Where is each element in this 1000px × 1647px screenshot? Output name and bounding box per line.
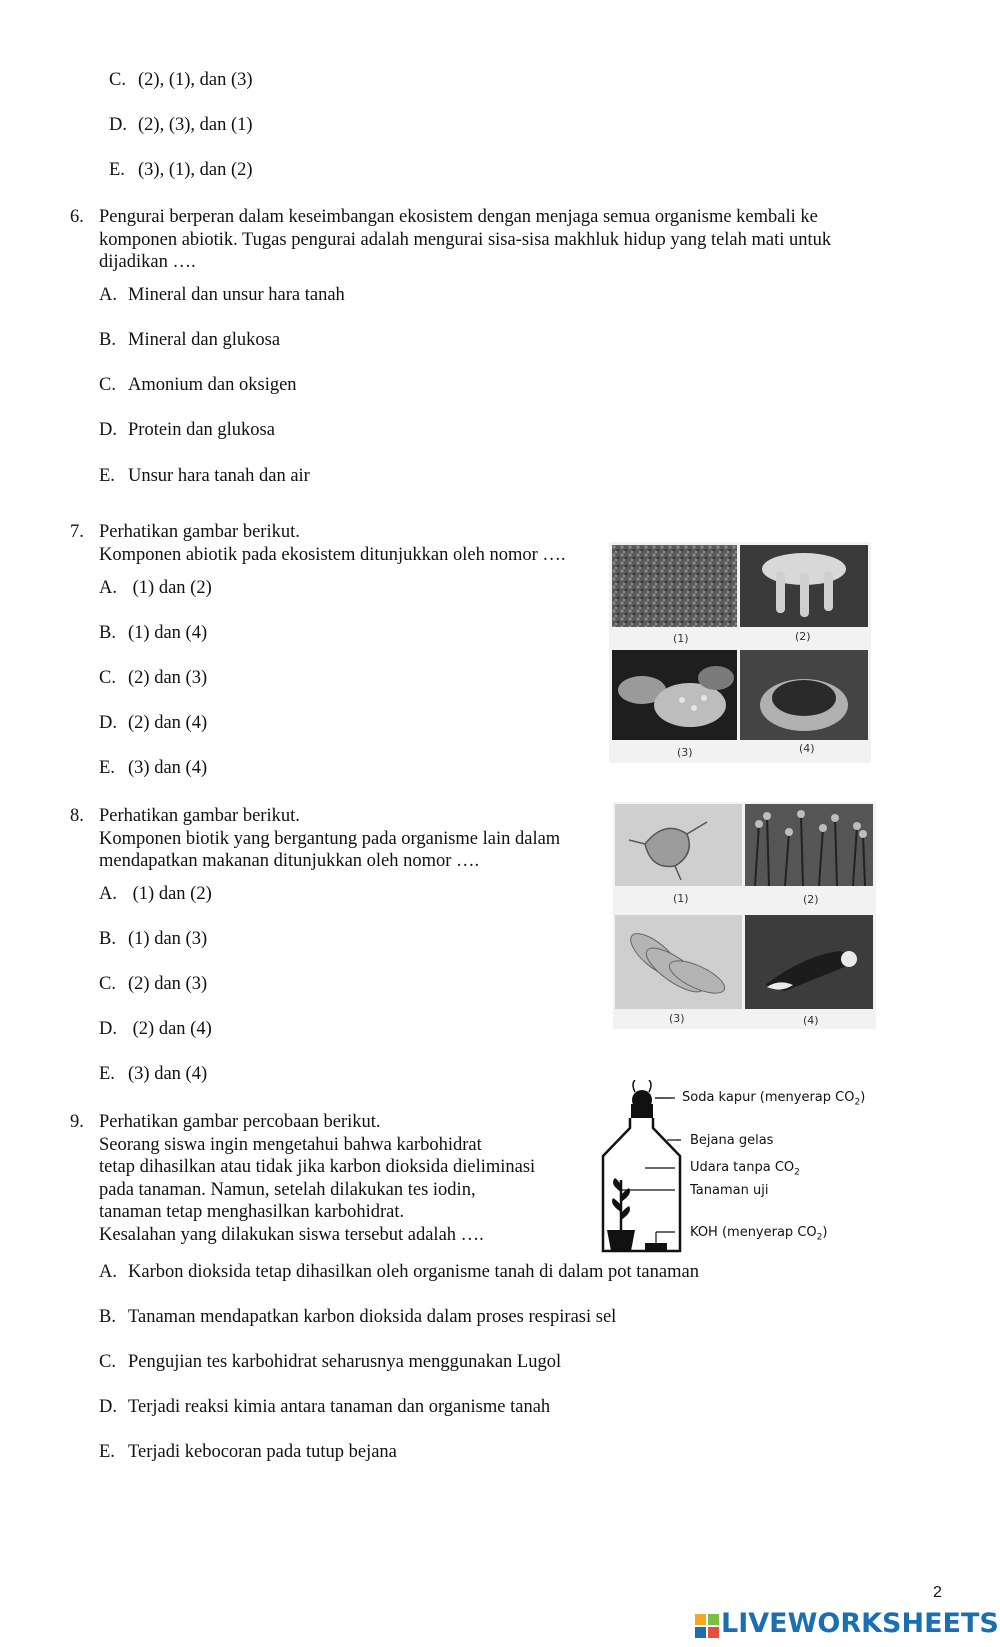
q8-number: 8. bbox=[70, 806, 84, 826]
q7-label-3: (3) bbox=[677, 746, 693, 759]
q8-option-c[interactable]: C. (2) dan (3) bbox=[99, 974, 208, 994]
page-number: 2 bbox=[933, 1584, 942, 1601]
q6-option-a[interactable]: A. Mineral dan unsur hara tanah bbox=[99, 285, 345, 305]
q7-photo-mushroom bbox=[740, 545, 868, 627]
label-udara-tanpa-co2: Udara tanpa $CO_2$ bbox=[690, 1160, 800, 1178]
q7-figure bbox=[609, 542, 871, 763]
q7-label-1: (1) bbox=[673, 632, 689, 645]
q7-option-c[interactable]: C. (2) dan (3) bbox=[99, 668, 208, 688]
q8-photo-paramecium bbox=[615, 915, 742, 1009]
q8-label-3: (3) bbox=[669, 1012, 685, 1025]
q8-option-a[interactable]: A. (1) dan (2) bbox=[99, 884, 212, 904]
q9-option-d[interactable]: D. Terjadi reaksi kimia antara tanaman dan organisme tanah bbox=[99, 1397, 551, 1417]
q6-number: 6. bbox=[70, 207, 84, 227]
q9-number: 9. bbox=[70, 1112, 84, 1132]
q6-question: Pengurai berperan dalam keseimbangan ekosistem dengan menjaga semua organisme kembali ke komponen abiotik. Tugas pengurai adalah mengurai sisa-sisa makhluk hidup yang telah mati untuk dijadikan …. bbox=[99, 207, 832, 272]
q9-experiment-diagram bbox=[575, 1080, 866, 1255]
q9-option-e[interactable]: E. Terjadi kebocoran pada tutup bejana bbox=[99, 1442, 397, 1462]
q7-option-a[interactable]: A. (1) dan (2) bbox=[99, 578, 212, 598]
label-tanaman-uji: Tanaman uji bbox=[690, 1183, 769, 1198]
liveworksheets-logo-icon bbox=[695, 1614, 719, 1638]
q8-label-4: (4) bbox=[803, 1014, 819, 1027]
q7-option-d[interactable]: D. (2) dan (4) bbox=[99, 713, 208, 733]
q6-option-c[interactable]: C. Amonium dan oksigen bbox=[99, 375, 297, 395]
q6-option-d[interactable]: D. Protein dan glukosa bbox=[99, 420, 275, 440]
q8-figure bbox=[613, 802, 876, 1029]
q5-option-d[interactable]: D. (2), (3), dan (1) bbox=[109, 115, 253, 135]
q8-photo-microorganism bbox=[615, 804, 742, 886]
q8-option-b[interactable]: B. (1) dan (3) bbox=[99, 929, 208, 949]
q8-option-e[interactable]: E. (3) dan (4) bbox=[99, 1064, 208, 1084]
q6-option-b[interactable]: B. Mineral dan glukosa bbox=[99, 330, 281, 350]
label-soda-kapur: Soda kapur (menyerap $CO_2$) bbox=[682, 1090, 866, 1108]
q7-option-b[interactable]: B. (1) dan (4) bbox=[99, 623, 208, 643]
q5-option-c[interactable]: C. (2), (1), dan (3) bbox=[109, 70, 253, 90]
q9-option-c[interactable]: C. Pengujian tes karbohidrat seharusnya menggunakan Lugol bbox=[99, 1352, 562, 1372]
q7-label-2: (2) bbox=[795, 630, 811, 643]
q8-label-1: (1) bbox=[673, 892, 689, 905]
q5-option-e[interactable]: E. (3), (1), dan (2) bbox=[109, 160, 253, 180]
q7-photo-soil bbox=[612, 545, 737, 627]
q7-question: Perhatikan gambar berikut. Komponen abiotik pada ekosistem ditunjukkan oleh nomor …. bbox=[99, 522, 566, 565]
q8-photo-plants bbox=[745, 804, 873, 886]
q8-label-2: (2) bbox=[803, 893, 819, 906]
q8-photo-eagle bbox=[745, 915, 873, 1009]
q8-question: Perhatikan gambar berikut. Komponen biotik yang bergantung pada organisme lain dalam mendapatkan makanan ditunjukkan oleh nomor …. bbox=[99, 806, 561, 871]
q6-option-e[interactable]: E. Unsur hara tanah dan air bbox=[99, 466, 310, 486]
q9-option-b[interactable]: B. Tanaman mendapatkan karbon dioksida dalam proses respirasi sel bbox=[99, 1307, 617, 1327]
q7-label-4: (4) bbox=[799, 742, 815, 755]
q7-number: 7. bbox=[70, 522, 84, 542]
q8-option-d[interactable]: D. (2) dan (4) bbox=[99, 1019, 212, 1039]
q7-photo-coral bbox=[612, 650, 737, 740]
q7-photo-hands-soil bbox=[740, 650, 868, 740]
q7-option-e[interactable]: E. (3) dan (4) bbox=[99, 758, 208, 778]
liveworksheets-wordmark: LIVEWORKSHEETS bbox=[721, 1608, 999, 1639]
q9-option-a[interactable]: A. Karbon dioksida tetap dihasilkan oleh organisme tanah di dalam pot tanaman bbox=[99, 1262, 699, 1282]
q9-question: Perhatikan gambar percobaan berikut. Seorang siswa ingin mengetahui bahwa karbohidrat tetap dihasilkan atau tidak jika karbon dioksida dieliminasi pada tanaman. Namun, setelah dilakukan tes iodin, tanaman tetap menghasilkan karbohidrat. Kesalahan yang dilakukan siswa tersebut adalah …. bbox=[99, 1112, 536, 1245]
label-koh: KOH (menyerap $CO_2$) bbox=[690, 1225, 828, 1243]
label-bejana-gelas: Bejana gelas bbox=[690, 1133, 774, 1148]
